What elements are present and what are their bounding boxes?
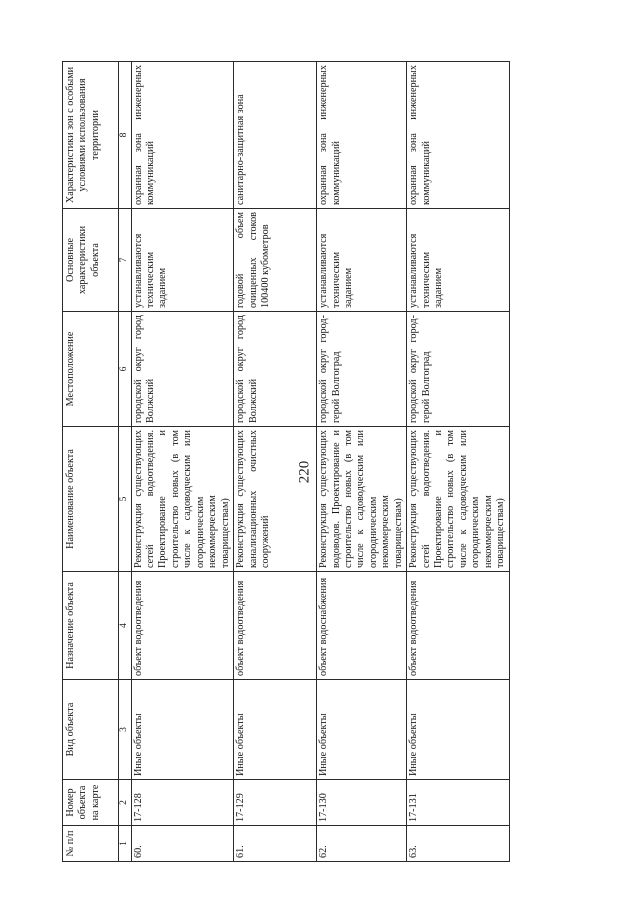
column-number: 3 [119,680,132,780]
column-number: 8 [119,62,132,209]
object-characteristics: устанавливаются техническим заданием [407,209,510,312]
column-header: № п/п [63,826,119,862]
page-number: 220 [296,460,313,484]
column-header: Характеристики зон с особыми условиями использования территории [63,62,119,209]
column-number-row [119,62,132,862]
column-header: Местоположение [63,312,119,427]
column-number: 1 [119,826,132,862]
table-row [131,62,234,862]
object-location: городской округ город Волжский [234,312,317,427]
map-number: 17-130 [317,780,407,826]
object-purpose: объект водоотведения [234,572,317,680]
object-name: Реконструкция существующих водоводов. Проектирование и строительство новых (в том числе к садоводческим или огородническим некоммерческим товариществам) [317,427,407,572]
table-header-row [63,62,119,862]
object-location: городской округ город-герой Волгоград [317,312,407,427]
object-characteristics: устанавливаются техническим заданием [317,209,407,312]
object-characteristics: устанавливаются техническим заданием [131,209,234,312]
column-header: Назначение объекта [63,572,119,680]
column-number: 7 [119,209,132,312]
map-number: 17-131 [407,780,510,826]
column-header: Наименование объекта [63,427,119,572]
rotated-table-container [62,62,507,862]
column-header: Вид объекта [63,680,119,780]
zone-characteristics: охранная зона инженерных коммуникаций [131,62,234,209]
zone-characteristics: охранная зона инженерных коммуникаций [407,62,510,209]
column-number: 2 [119,780,132,826]
row-number: 61. [234,826,317,862]
row-number: 63. [407,826,510,862]
row-number: 60. [131,826,234,862]
column-header: Основные характеристики объекта [63,209,119,312]
object-purpose: объект водоотведения [131,572,234,680]
column-number: 6 [119,312,132,427]
table-row [234,62,317,862]
objects-table [62,61,510,862]
column-number: 5 [119,427,132,572]
object-kind: Иные объекты [131,680,234,780]
object-purpose: объект водоотведения [407,572,510,680]
object-location: городской округ город-герой Волгоград [407,312,510,427]
zone-characteristics: санитарно-защитная зона [234,62,317,209]
object-location: городской округ город Волжский [131,312,234,427]
object-kind: Иные объекты [234,680,317,780]
object-name: Реконструкция существующих сетей водоотведения. Проектирование и строительство новых (в том числе к садоводческим или огородническим некоммерческим товариществам) [131,427,234,572]
zone-characteristics: охранная зона инженерных коммуникаций [317,62,407,209]
row-number: 62. [317,826,407,862]
column-header: Номер объекта на карте [63,780,119,826]
object-name: Реконструкция существующих канализационных очистных сооружений [234,427,317,572]
column-number: 4 [119,572,132,680]
table-row [317,62,407,862]
object-kind: Иные объекты [407,680,510,780]
map-number: 17-128 [131,780,234,826]
object-name: Реконструкция существующих сетей водоотведения. Проектирование и строительство новых (в том числе к садоводческим или огородническим некоммерческим товариществам) [407,427,510,572]
map-number: 17-129 [234,780,317,826]
table-row [407,62,510,862]
object-purpose: объект водоснабжения [317,572,407,680]
object-characteristics: годовой объем очищенных стоков 100400 кубометров [234,209,317,312]
object-kind: Иные объекты [317,680,407,780]
